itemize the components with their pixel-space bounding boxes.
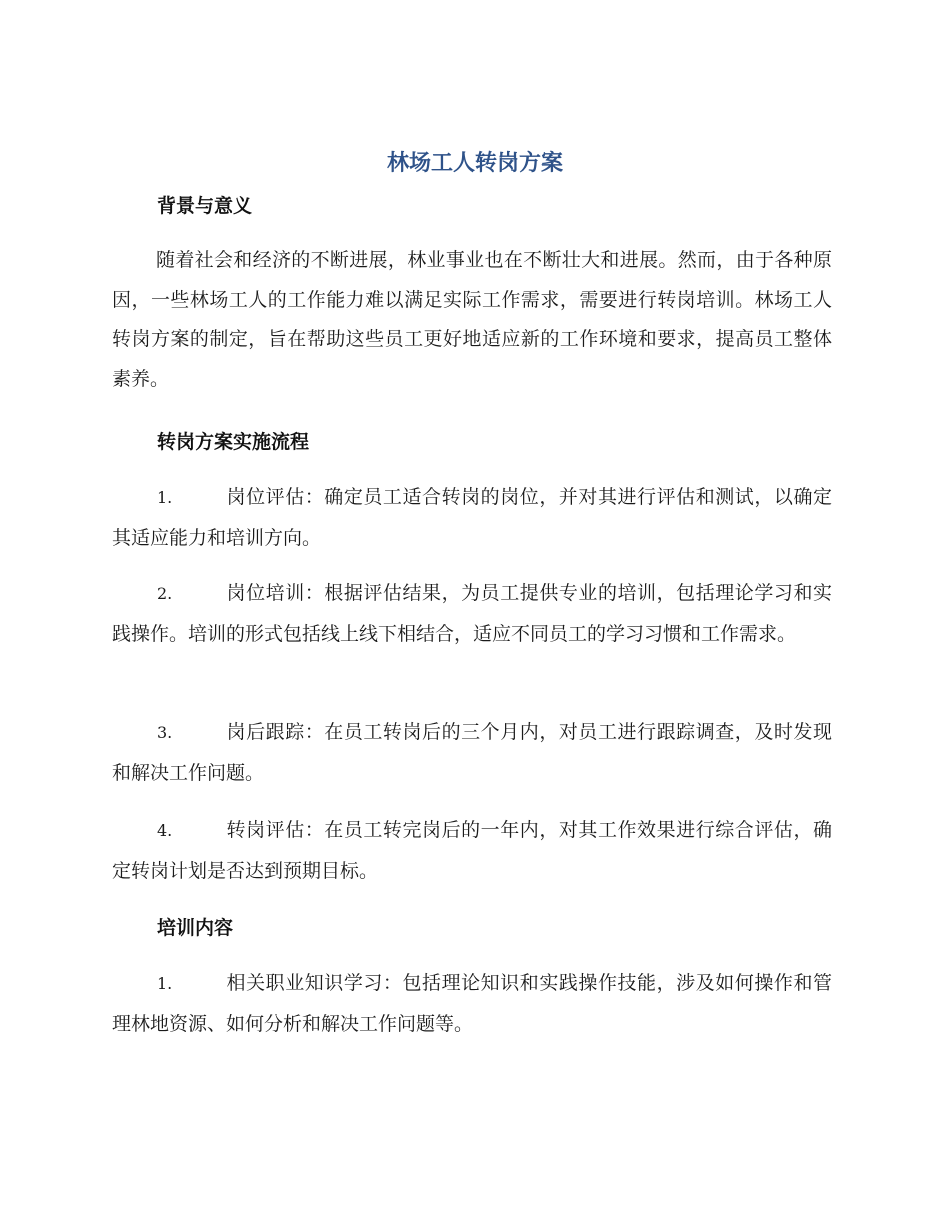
section-heading-background: 背景与意义 bbox=[157, 195, 253, 217]
document-title: 林场工人转岗方案 bbox=[386, 151, 563, 176]
list-item-text: 岗后跟踪：在员工转岗后的三个月内，对员工进行跟踪调查，及时发现和解决工作问题。 bbox=[112, 721, 832, 784]
list-number: 1. bbox=[157, 974, 173, 993]
list-number: 2. bbox=[157, 584, 173, 603]
list-item-text: 相关职业知识学习：包括理论知识和实践操作技能，涉及如何操作和管理林地资源、如何分析和解决工作问题等。 bbox=[112, 972, 832, 1035]
list-item-text: 转岗评估：在员工转完岗后的一年内，对其工作效果进行综合评估，确定转岗计划是否达到预期目标。 bbox=[112, 819, 832, 882]
list-number: 4. bbox=[157, 821, 173, 840]
process-list-item-3 bbox=[112, 712, 832, 794]
process-list-item-1 bbox=[112, 477, 832, 559]
list-number: 1. bbox=[157, 488, 173, 507]
process-list-item-2 bbox=[112, 573, 832, 655]
section-heading-process: 转岗方案实施流程 bbox=[157, 431, 310, 453]
list-item-text: 岗位评估：确定员工适合转岗的岗位，并对其进行评估和测试，以确定其适应能力和培训方向。 bbox=[112, 486, 832, 549]
background-paragraph: 随着社会和经济的不断进展，林业事业也在不断壮大和进展。然而，由于各种原因，一些林场工人的工作能力难以满足实际工作需求，需要进行转岗培训。林场工人转岗方案的制定，旨在帮助这些员工更好地适应新的工作环境和要求，提高员工整体素养。 bbox=[112, 249, 832, 390]
list-number: 3. bbox=[157, 723, 173, 742]
list-item-text: 岗位培训：根据评估结果，为员工提供专业的培训，包括理论学习和实践操作。培训的形式包括线上线下相结合，适应不同员工的学习习惯和工作需求。 bbox=[112, 582, 832, 645]
training-list-item-1 bbox=[112, 963, 832, 1045]
section-heading-training: 培训内容 bbox=[157, 917, 234, 939]
process-list-item-4 bbox=[112, 810, 832, 892]
